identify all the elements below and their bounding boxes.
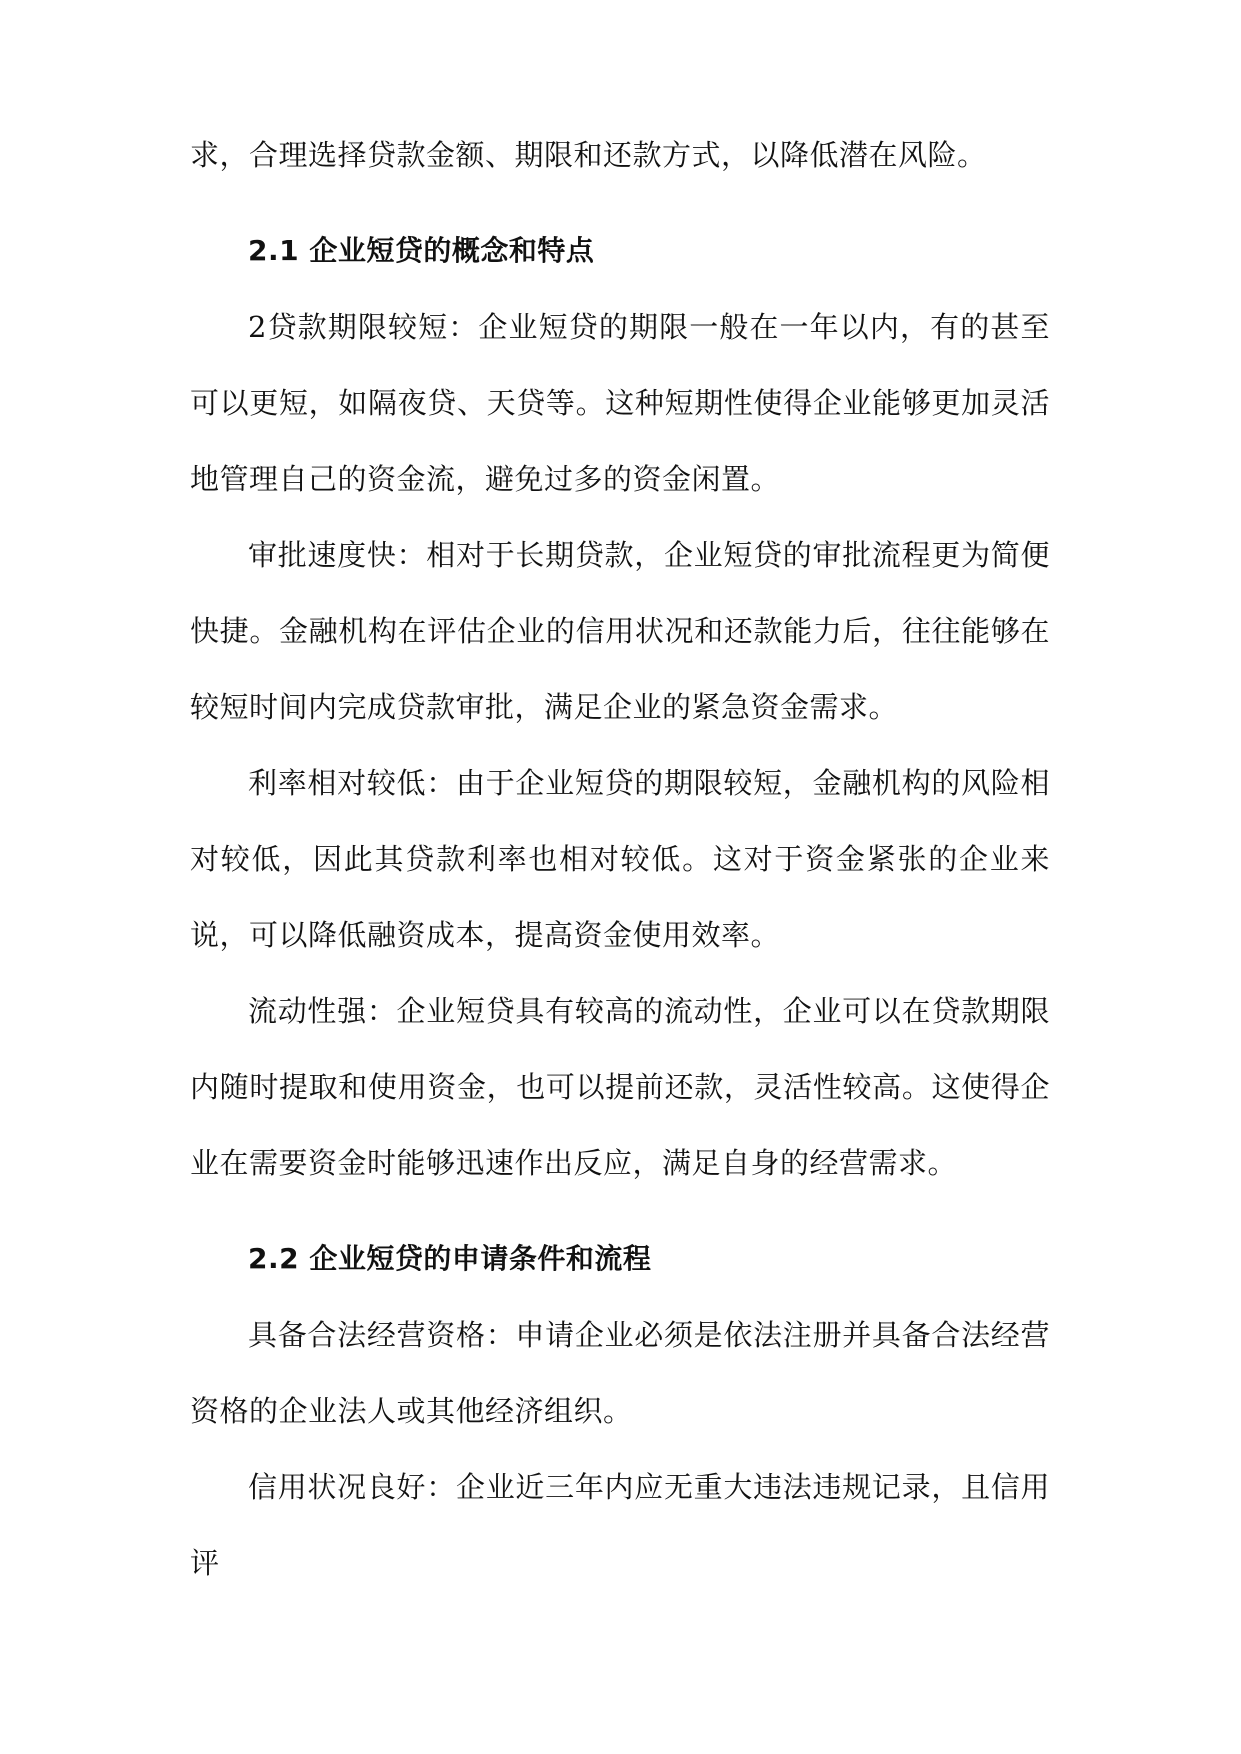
paragraph-short-term: 2贷款期限较短：企业短贷的期限一般在一年以内，有的甚至可以更短，如隔夜贷、天贷等。这种短期性使得企业能够更加灵活地管理自己的资金流，避免过多的资金闲置。 (190, 310, 1050, 496)
body-text (190, 117, 1050, 1601)
paragraph-legal-qualification: 具备合法经营资格：申请企业必须是依法注册并具备合法经营资格的企业法人或其他经济组织。 (190, 1318, 1050, 1428)
paragraph-liquidity: 流动性强：企业短贷具有较高的流动性，企业可以在贷款期限内随时提取和使用资金，也可以提前还款，灵活性较高。这使得企业在需要资金时能够迅速作出反应，满足自身的经营需求。 (190, 994, 1050, 1180)
paragraph-low-rate: 利率相对较低：由于企业短贷的期限较短，金融机构的风险相对较低，因此其贷款利率也相对较低。这对于资金紧张的企业来说，可以降低融资成本，提高资金使用效率。 (190, 766, 1050, 952)
section-heading-2-2: 2.2 企业短贷的申请条件和流程 (248, 1242, 652, 1275)
paragraph-fast-approval: 审批速度快：相对于长期贷款，企业短贷的审批流程更为简便快捷。金融机构在评估企业的信用状况和还款能力后，往往能够在较短时间内完成贷款审批，满足企业的紧急资金需求。 (190, 538, 1050, 724)
paragraph-credit-status: 信用状况良好：企业近三年内应无重大违法违规记录，且信用评 (190, 1470, 1050, 1580)
paragraph-continuation: 求，合理选择贷款金额、期限和还款方式，以降低潜在风险。 (190, 138, 987, 172)
section-heading-2-1: 2.1 企业短贷的概念和特点 (248, 234, 595, 267)
spacer (190, 1201, 1050, 1221)
spacer (190, 193, 1050, 213)
